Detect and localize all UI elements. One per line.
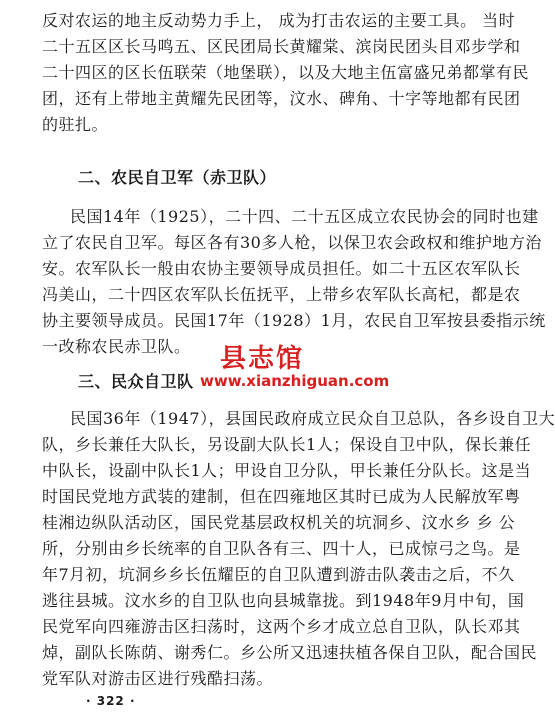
text-line: 焯，副队长陈荫、谢秀仁。乡公所又迅速扶植各保自卫队，配合国民 bbox=[42, 643, 538, 662]
text-line: 二十四区的区长伍联荣（地堡联），以及大地主伍富盛兄弟都掌有民 bbox=[42, 63, 530, 82]
text-line: 安。农军队长一般由农协主要领导成员担任。如二十五区农军队长 bbox=[42, 259, 521, 278]
text-line: 民国14年（1925），二十四、二十五区成立农民协会的同时也建 bbox=[70, 207, 539, 226]
text-line: 反对农运的地主反动势力手上， 成为打击农运的主要工具。 当时 bbox=[42, 11, 516, 30]
section-heading: 三、民众自卫队 bbox=[78, 372, 194, 391]
text-line: 二十五区区长马鸣五、区民团局长黄耀棠、滨岗民团头目邓步学和 bbox=[42, 37, 521, 56]
text-line: 党军队对游击区进行残酷扫荡。 bbox=[42, 669, 274, 688]
text-line: 立了农民自卫军。每区各有30多人枪，以保卫农会政权和维护地方治 bbox=[42, 233, 542, 252]
text-line: 冯美山，二十四区农军队长伍抚平，上带乡农军队长高杞，都是农 bbox=[42, 285, 521, 304]
text-line: 年7月初，坑洞乡乡长伍耀臣的自卫队遭到游击队袭击之后，不久 bbox=[42, 565, 515, 584]
watermark-url: www.xianzhiguan.com bbox=[200, 372, 390, 390]
text-line: 民国36年（1947），县国民政府成立民众自卫总队，各乡设自卫大 bbox=[70, 409, 555, 428]
text-line: 逃往县城。汶水乡的自卫队也向县城靠拢。到1948年9月中旬，国 bbox=[42, 591, 525, 610]
watermark-title: 县志馆 bbox=[220, 344, 305, 374]
text-line: 所，分别由乡长统率的自卫队各有三、四十人，已成惊弓之鸟。是 bbox=[42, 539, 521, 558]
text-line: 的驻扎。 bbox=[42, 115, 109, 134]
text-line: 一改称农民赤卫队。 bbox=[42, 337, 191, 356]
text-line: 中队长，设副中队长1人；甲设自卫分队，甲长兼任分队长。这是当 bbox=[42, 461, 532, 480]
text-line: 时国民党地方武装的建制，但在四雍地区其时已成为人民解放军粤 bbox=[42, 487, 521, 506]
text-line: 队，乡长兼任大队长，另设副大队长1人；保设自卫中队，保长兼任 bbox=[42, 435, 532, 454]
text-line: 桂湘边纵队活动区，国民党基层政权机关的坑洞乡、汶水乡 乡 公 bbox=[42, 513, 516, 532]
text-line: 协主要领导成员。民国17年（1928）1月，农民自卫军按县委指示统 bbox=[42, 311, 546, 330]
page-number: · 322 · bbox=[86, 694, 136, 708]
section-heading: 二、农民自卫军（赤卫队） bbox=[78, 168, 277, 187]
text-line: 团，还有上带地主黄耀先民团等，汶水、碑角、十字等地都有民团 bbox=[42, 89, 521, 108]
text-line: 民党军向四雍游击区扫荡时，这两个乡才成立总自卫队，队长邓其 bbox=[42, 617, 521, 636]
